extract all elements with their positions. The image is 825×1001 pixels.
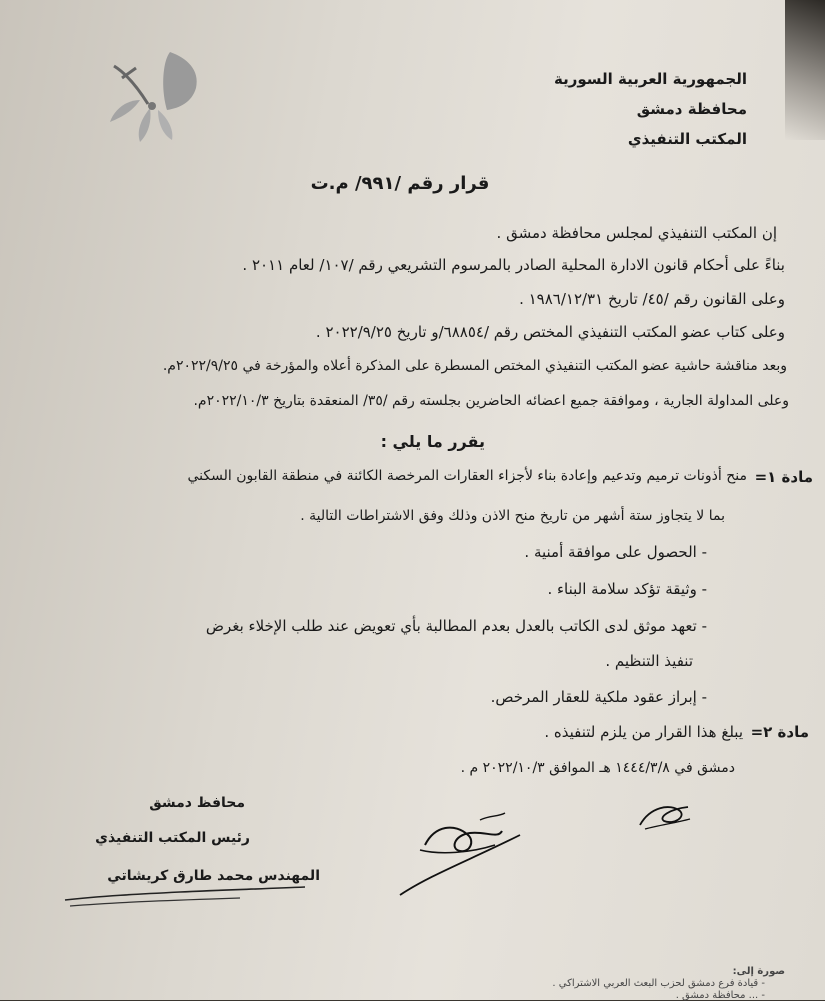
header-country: الجمهورية العربية السورية <box>554 70 747 88</box>
signatory-role-governor: محافظ دمشق <box>149 795 245 811</box>
initials-mark <box>630 795 700 835</box>
body-line-1: إن المكتب التنفيذي لمجلس محافظة دمشق . <box>496 224 777 242</box>
body-line-6: وعلى المداولة الجارية ، وموافقة جميع اعضائه الحاضرين بجلسته رقم /٣٥/ المنعقدة بتاريخ ٢٠٢٢/١٠/٣م. <box>193 393 789 409</box>
condition-4: - إبراز عقود ملكية للعقار المرخص. <box>490 688 707 706</box>
handwritten-signature <box>380 805 530 905</box>
damascus-governorate-logo <box>92 30 222 160</box>
decision-title: قرار رقم /٩٩١/ م.ت <box>310 173 490 194</box>
condition-1: - الحصول على موافقة أمنية . <box>524 543 707 561</box>
condition-3-continued: تنفيذ التنظيم . <box>605 652 693 670</box>
body-line-3: وعلى القانون رقم /٤٥/ تاريخ ١٩٨٦/١٢/٣١ . <box>519 290 785 308</box>
body-line-4: وعلى كتاب عضو المكتب التنفيذي المختص رقم /٦٨٨٥٤/و تاريخ ٢٠٢٢/٩/٢٥ . <box>315 323 785 341</box>
issue-date: دمشق في ١٤٤٤/٣/٨ هـ الموافق ٢٠٢٢/١٠/٣ م . <box>460 760 735 776</box>
decides-heading: يقرر ما يلي : <box>380 432 485 451</box>
body-line-5: وبعد مناقشة حاشية عضو المكتب التنفيذي المختص المسطرة على المذكرة أعلاه والمؤرخة في ٢٠٢٢/٩/٢٥م. <box>162 358 787 374</box>
signature-underline <box>60 872 310 912</box>
condition-3: - تعهد موثق لدى الكاتب بالعدل بعدم المطالبة بأي تعويض عند طلب الإخلاء بغرض <box>205 617 707 635</box>
footer-recipient-1: - قيادة فرع دمشق لحزب البعث العربي الاشتراكي . <box>552 978 765 989</box>
photo-shadow <box>785 0 825 140</box>
article-1-text-2: بما لا يتجاوز ستة أشهر من تاريخ منح الاذن وذلك وفق الاشتراطات التالية . <box>300 508 725 524</box>
footer-recipient-2: - ... محافظة دمشق . <box>675 990 765 1001</box>
header-governorate: محافظة دمشق <box>636 100 747 118</box>
article-1-text: منح أذونات ترميم وتدعيم وإعادة بناء لأجزاء العقارات المرخصة الكائنة في منطقة القابون السكني <box>187 468 747 484</box>
condition-2: - وثيقة تؤكد سلامة البناء . <box>547 580 707 598</box>
article-2-label: مادة ٢= <box>750 723 809 741</box>
article-1-label: مادة ١= <box>754 468 813 486</box>
header-office: المكتب التنفيذي <box>627 130 747 148</box>
body-line-2: بناءً على أحكام قانون الادارة المحلية الصادر بالمرسوم التشريعي رقم /١٠٧/ لعام ٢٠١١ . <box>242 256 785 274</box>
signatory-name: المهندس محمد طارق كريشاتي <box>107 868 320 884</box>
footer-copy-to: صورة إلى: <box>732 966 785 977</box>
article-2-text: يبلغ هذا القرار من يلزم لتنفيذه . <box>544 723 743 741</box>
signatory-role-head: رئيس المكتب التنفيذي <box>95 830 250 846</box>
